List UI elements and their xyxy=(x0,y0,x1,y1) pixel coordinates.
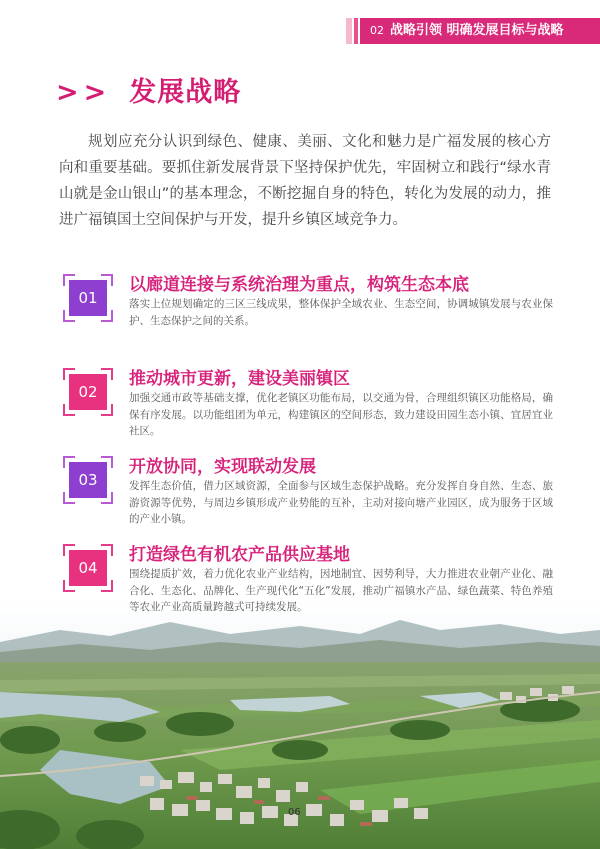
strategy-heading: 以廊道连接与系统治理为重点，构筑生态本底 xyxy=(129,275,469,295)
badge-number: 01 xyxy=(69,280,107,316)
strategy-body: 落实上位规划确定的三区三线成果，整体保护全域农业、生态空间，协调城镇发展与农业保护、生态保护之间的关系。 xyxy=(129,298,553,327)
title-arrows: >> xyxy=(56,77,112,108)
badge-number: 02 xyxy=(69,374,107,410)
page-title xyxy=(56,70,241,109)
number-badge xyxy=(63,274,113,322)
badge-number: 04 xyxy=(69,550,107,586)
page-number: 06 xyxy=(288,807,301,818)
strategy-body: 围绕提质扩效，着力优化农业产业结构，因地制宜、因势利导，大力推进农业朝产业化、融合化、生态化、品牌化、生产现代化“五化”发展，推动广福镇水产品、绿色蔬菜、特色养殖等农业产业高质量跨越式可持续发展。 xyxy=(129,568,553,613)
header-accent-stripe-2 xyxy=(354,18,358,44)
strategy-heading: 推动城市更新，建设美丽镇区 xyxy=(129,369,350,389)
header-accent-stripe xyxy=(346,18,352,44)
header-title: 战略引领 明确发展目标与战略 xyxy=(390,23,564,38)
intro-paragraph: 规划应充分认识到绿色、健康、美丽、文化和魅力是广福发展的核心方向和重要基础。要抓住新发展背景下坚持保护优先，牢固树立和践行“绿水青山就是金山银山”的基本理念，不断挖掘自身的特色，转化为发展的动力，推进广福镇国土空间保护与开发，提升乡镇区域竞争力。 xyxy=(59,134,551,228)
strategy-heading: 开放协同，实现联动发展 xyxy=(129,457,316,477)
strategy-heading: 打造绿色有机农产品供应基地 xyxy=(129,545,350,565)
section-header xyxy=(346,18,600,44)
badge-number: 03 xyxy=(69,462,107,498)
strategy-body: 发挥生态价值，借力区域资源，全面参与区域生态保护战略。充分发挥自身自然、生态、旅游资源等优势，与周边乡镇形成产业势能的互补，主动对接向塘产业园区，成为服务于区域的产业小镇。 xyxy=(129,480,553,525)
number-badge xyxy=(63,544,113,592)
header-text xyxy=(360,18,600,44)
title-text: 发展战略 xyxy=(129,77,242,108)
header-number: 02 xyxy=(370,24,384,37)
number-badge xyxy=(63,456,113,504)
number-badge xyxy=(63,368,113,416)
strategy-body: 加强交通市政等基础支撑，优化老镇区功能布局，以交通为骨，合理组织镇区功能格局，确保有序发展。以功能组团为单元，构建镇区的空间形态，致力建设田园生态小镇、宜居宜业社区。 xyxy=(129,392,553,437)
